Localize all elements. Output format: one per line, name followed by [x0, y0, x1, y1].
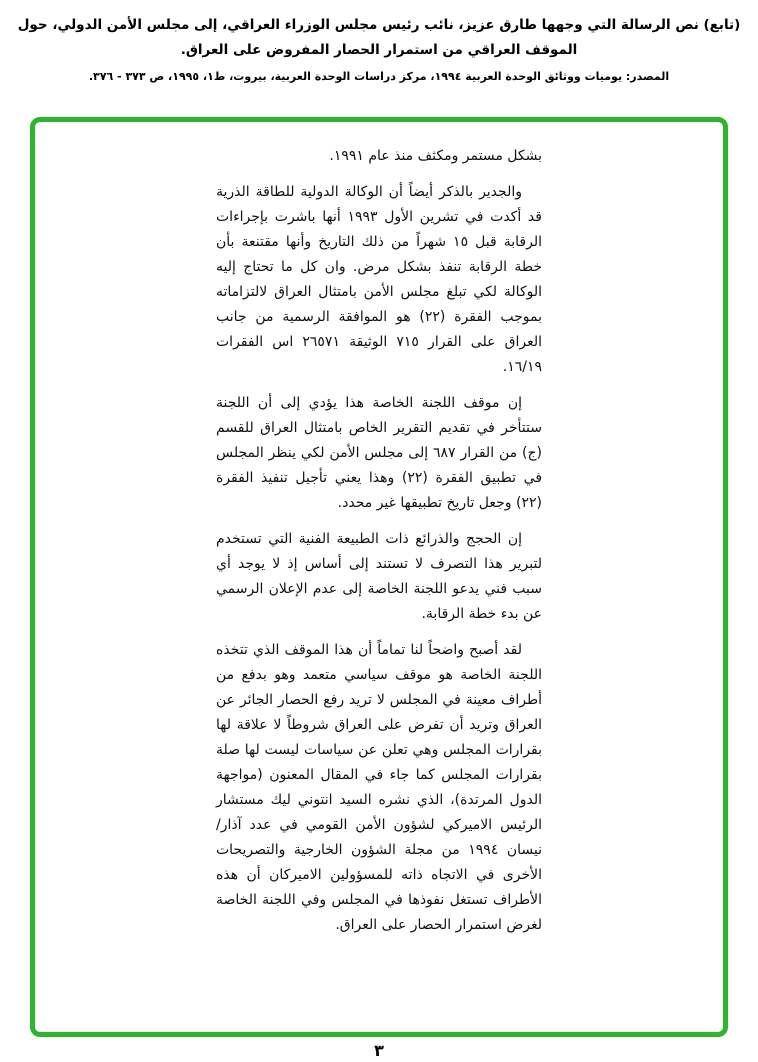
page-footer	[0, 1041, 758, 1060]
document-header	[0, 0, 758, 87]
paragraph-continuation: بشكل مستمر ومكثف منذ عام ١٩٩١.	[329, 148, 542, 164]
page-number: ٣	[374, 1041, 384, 1060]
content-frame	[30, 117, 728, 1037]
paragraph-iaea-monitoring: والجدير بالذكر أيضاً أن الوكالة الدولية للطاقة الذرية قد أكدت في تشرين الأول ١٩٩٣ أنها باشرت بإجراءات الرقابة قبل ١٥ شهراً من ذلك التاريخ وأنها مقتنعة بأن خطة الرقابة تنفذ بشكل مرض. وان كل ما تحتاج إليه الوكالة لكي تبلغ مجلس الأمن بامتثال العراق لالتزاماته بموجب الفقرة (٢٢) هو الموافقة الرسمية من جانب العراق على القرار ٧١٥ الوثيقة ٢٦٥٧١ اس الفقرات ١٦/١٩.	[216, 184, 542, 375]
document-title-line-1: (تابع) نص الرسالة التي وجهها طارق عزيز، نائب رئيس مجلس الوزراء العراقي، إلى مجلس الأمن الدولي، حول	[17, 17, 741, 33]
source-citation: المصدر: يوميات ووثائق الوحدة العربية ١٩٩٤، مركز دراسات الوحدة العربية، بيروت، ط١، ١٩٩٥، ص ٣٧٣ - ٣٧٦.	[88, 70, 670, 83]
paragraph-technical-pretexts: إن الحجج والذرائع ذات الطبيعة الفنية التي تستخدم لتبرير هذا التصرف لا تستند إلى أساس إذ لا يوجد أي سبب فني يدعو اللجنة الخاصة إلى عدم الإعلان الرسمي عن بدء خطة الرقابة.	[216, 531, 542, 622]
paragraph-special-committee-position: إن موقف اللجنة الخاصة هذا يؤدي إلى أن اللجنة ستتأخر في تقديم التقرير الخاص بامتثال العراق للقسم (ج) من القرار ٦٨٧ إلى مجلس الأمن لكي ينظر المجلس في تطبيق الفقرة (٢٢) وهذا يعني تأجيل تنفيذ الفقرة (٢٢) وجعل تاريخ تطبيقها غير محدد.	[216, 395, 543, 511]
document-title-line-2: الموقف العراقي من استمرار الحصار المفروض على العراق.	[180, 42, 578, 58]
paragraph-political-stance: لقد أصبح واضحاً لنا تماماً أن هذا الموقف الذي تتخذه اللجنة الخاصة هو موقف سياسي متعمد وهو بدفع من أطراف معينة في المجلس لا تريد رفع الحصار الجائر عن العراق وتريد أن تفرض على العراق شروطاً لا علاقة لها بقرارات المجلس وهي تعلن عن سياسات ليست لها صلة بقرارات المجلس كما جاء في المقال المعنون (مواجهة الدول المرتدة)، الذي نشره السيد انتوني ليك مستشار الرئيس الاميركي لشؤون الأمن القومي في عدد آذار/نيسان ١٩٩٤ من مجلة الشؤون الخارجية والتصريحات الأخرى في الاتجاه ذاته للمسؤولين الاميركان أن هذه الأطراف تستغل نفوذها في المجلس وفي اللجنة الخاصة لغرض استمرار الحصار على العراق.	[216, 642, 543, 933]
letter-body	[216, 122, 542, 938]
